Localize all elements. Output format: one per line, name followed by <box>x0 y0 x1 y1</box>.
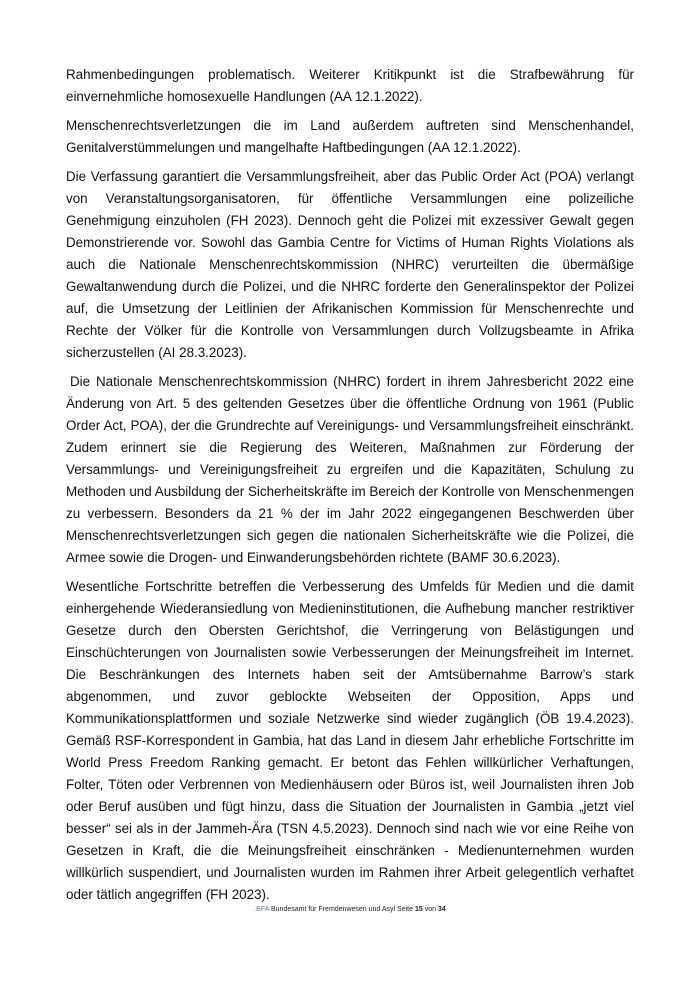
document-body <box>66 64 634 913</box>
paragraph: Menschenrechtsverletzungen die im Land außerdem auftreten sind Menschenhandel, Genitalverstümmelungen und mangelhafte Haftbedingungen (AA 12.1.2022). <box>66 118 634 155</box>
page-total: 34 <box>437 906 446 913</box>
paragraph: Die Nationale Menschenrechtskommission (NHRC) fordert in ihrem Jahresbericht 2022 eine Änderung von Art. 5 des geltenden Gesetzes über die öffentliche Ordnung von 1961 (Public Order Act, POA), der die Grundrechte auf Vereinigungs- und Versammlungsfreiheit einschränkt. Zudem erinnert sie die Regierung des Weiteren, Maßnahmen zur Förderung der Versammlungs- und Vereinigungsfreiheit zu ergreifen und die Kapazitäten, Schulung zu Methoden und Ausbildung der Sicherheitskräfte im Bereich der Kontrolle von Menschenmengen zu verbessern. Besonders da 21 % der im Jahr 2022 eingegangenen Beschwerden über Menschenrechtsverletzungen sich gegen die nationalen Sicherheitskräfte wie die Polizei, die Armee sowie die Drogen- und Einwanderungsbehörden richtete (BAMF 30.6.2023). <box>66 374 634 565</box>
paragraph: Die Verfassung garantiert die Versammlungsfreiheit, aber das Public Order Act (POA) verlangt von Veranstaltungsorganisatoren, für öffentliche Versammlungen eine polizeiliche Genehmigung einzuholen (FH 2023). Dennoch geht die Polizei mit exzessiver Gewalt gegen Demonstrierende vor. Sowohl das Gambia Centre for Victims of Human Rights Violations als auch die Nationale Menschenrechtskommission (NHRC) verurteilten die übermäßige Gewaltanwendung durch die Polizei, und die NHRC forderte den Generalinspektor der Polizei auf, die Umsetzung der Leitlinien der Afrikanischen Kommission für Menschenrechte und Rechte der Völker für die Kontrolle von Versammlungen durch Vollzugsbeamte in Afrika sicherzustellen (AI 28.3.2023). <box>66 169 634 360</box>
paragraph: Wesentliche Fortschritte betreffen die Verbesserung des Umfelds für Medien und die damit einhergehende Wiederansiedlung von Medieninstitutionen, die Aufhebung mancher restriktiver Gesetze durch den Obersten Gerichtshof, die Verringerung von Belästigungen und Einschüchterungen von Journalisten sowie Verbesserungen der Meinungsfreiheit im Internet. Die Beschränkungen des Internets haben seit der Amtsübernahme Barrow’s stark abgenommen, und zuvor geblockte Webseiten der Opposition, Apps und Kommunikationsplattformen und soziale Netzwerke sind wieder zugänglich (ÖB 19.4.2023). Gemäß RSF-Korrespondent in Gambia, hat das Land in diesem Jahr erhebliche Fortschritte im World Press Freedom Ranking gemacht. Er betont das Fehlen willkürlicher Verhaftungen, Folter, Töten oder Verbrennen von Medienhäusern oder Büros ist, weil Journalisten ihren Job oder Beruf ausüben und fügt hinzu, dass die Situation der Journalisten in Gambia „jetzt viel besser“ sei als in der Jammeh-Ära (TSN 4.5.2023). Dennoch sind nach wie vor eine Reihe von Gesetzen in Kraft, die die Meinungsfreiheit einschränken - Medienunternehmen wurden willkürlich suspendiert, und Journalisten wurden im Rahmen ihrer Arbeit gelegentlich verhaftet oder tätlich angegriffen (FH 2023). <box>66 579 634 902</box>
paragraph: Rahmenbedingungen problematisch. Weiterer Kritikpunkt ist die Strafbewährung für einvernehmliche homosexuelle Handlungen (AA 12.1.2022). <box>66 67 634 104</box>
footer-of-label: von <box>424 906 437 913</box>
page-number: 15 <box>414 906 423 913</box>
footer-org: Bundesamt für Fremdenwesen und Asyl <box>270 906 396 913</box>
bfa-logo: .BFA <box>254 906 270 913</box>
footer-page-label: Seite <box>397 906 414 913</box>
page-footer <box>0 906 700 913</box>
